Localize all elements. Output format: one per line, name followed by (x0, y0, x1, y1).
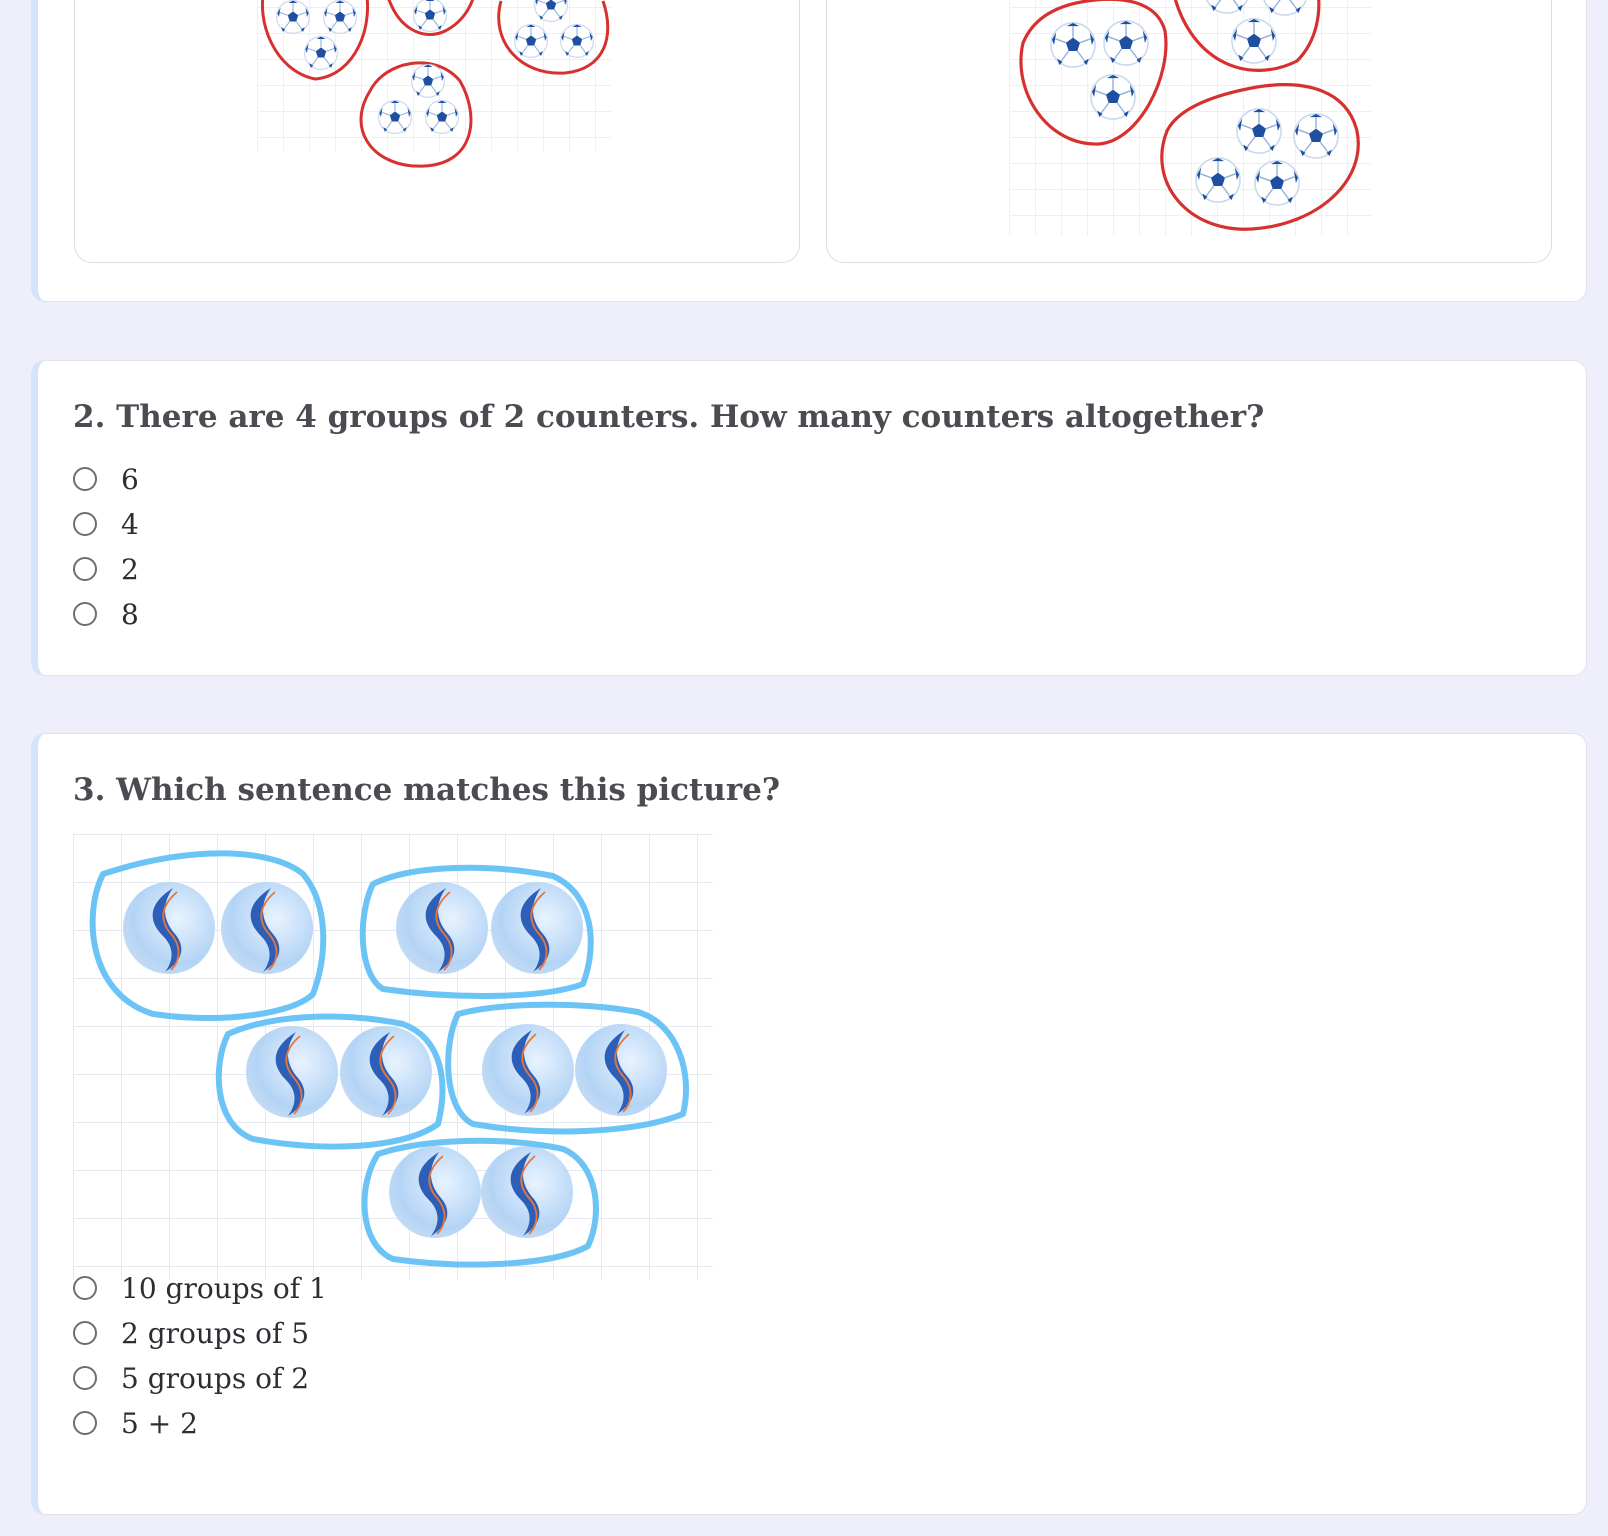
option-label: 2 (121, 552, 139, 586)
answer-image-option-left[interactable] (74, 0, 800, 263)
answer-image-option-right[interactable] (826, 0, 1552, 263)
option-label: 2 groups of 5 (121, 1316, 310, 1350)
option-label: 5 groups of 2 (121, 1361, 310, 1395)
radio-button[interactable] (73, 1321, 97, 1345)
q2-option-3[interactable] (73, 549, 139, 589)
question-2-title: 2. There are 4 groups of 2 counters. How many counters altogether? (73, 399, 1265, 435)
radio-button[interactable] (73, 602, 97, 626)
question-card-1 (31, 0, 1587, 302)
marbles-groups-image (73, 834, 713, 1280)
option-label: 10 groups of 1 (121, 1271, 327, 1305)
q2-option-4[interactable] (73, 594, 139, 634)
question-card-3 (31, 733, 1587, 1515)
option-label: 4 (121, 507, 139, 541)
option-label: 5 + 2 (121, 1406, 198, 1440)
q3-option-4[interactable] (73, 1403, 198, 1443)
question-card-2 (31, 360, 1587, 676)
q2-option-1[interactable] (73, 459, 139, 499)
q2-option-2[interactable] (73, 504, 139, 544)
radio-button[interactable] (73, 467, 97, 491)
radio-button[interactable] (73, 512, 97, 536)
footballs-groups-image-right (827, 0, 1553, 263)
footballs-groups-image-left (75, 0, 801, 263)
radio-button[interactable] (73, 1276, 97, 1300)
q3-option-2[interactable] (73, 1313, 309, 1353)
radio-button[interactable] (73, 1366, 97, 1390)
q3-option-1[interactable] (73, 1268, 327, 1308)
radio-button[interactable] (73, 1411, 97, 1435)
radio-button[interactable] (73, 557, 97, 581)
question-3-title: 3. Which sentence matches this picture? (73, 772, 781, 808)
option-label: 8 (121, 597, 139, 631)
q3-option-3[interactable] (73, 1358, 309, 1398)
option-label: 6 (121, 462, 139, 496)
